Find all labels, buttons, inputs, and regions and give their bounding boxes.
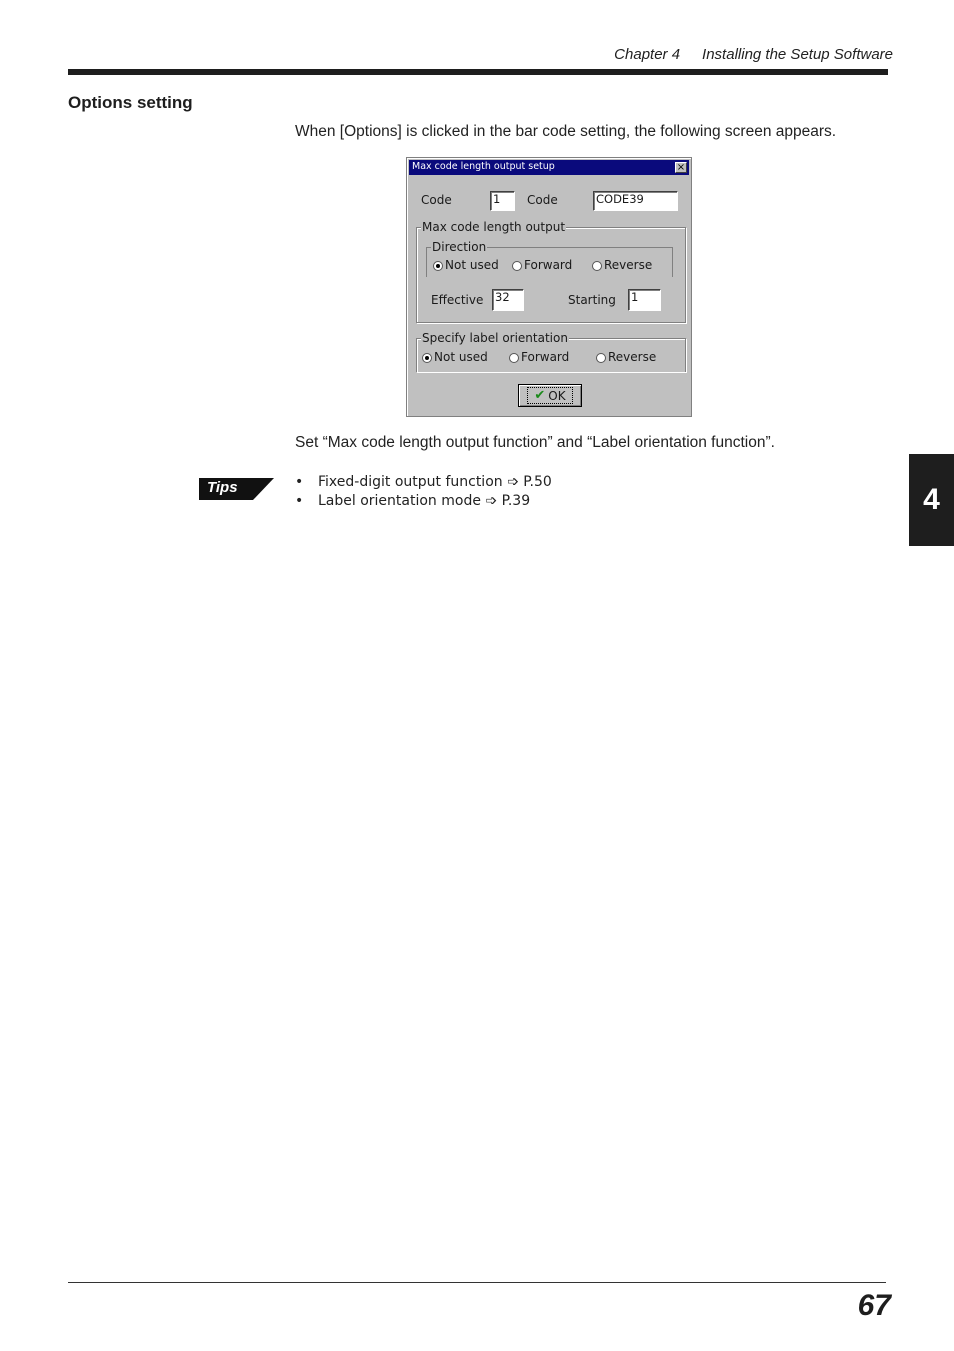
section-title: Options setting	[68, 93, 193, 112]
chapter-side-tab: 4	[909, 454, 954, 546]
radio-icon	[512, 261, 522, 271]
header-rule	[68, 69, 888, 75]
orientation-radio-forward[interactable]: Forward	[509, 350, 569, 364]
effective-field[interactable]: 32	[492, 289, 524, 311]
tip-item: • Fixed-digit output function ➩ P.50	[295, 474, 552, 490]
code-number-field[interactable]: 1	[490, 191, 515, 211]
ok-button-focus	[527, 387, 572, 404]
radio-icon	[592, 261, 602, 271]
instruction-paragraph: Set “Max code length output function” and “Label orientation function”.	[295, 434, 775, 451]
tip-text: Label orientation mode ➩ P.39	[318, 493, 531, 509]
tip-text: Fixed-digit output function ➩ P.50	[318, 474, 552, 490]
close-icon[interactable]: ×	[676, 162, 686, 173]
direction-radio-not-used[interactable]: Not used	[433, 258, 499, 272]
code-name-field[interactable]: CODE39	[593, 191, 678, 211]
direction-legend: Direction	[432, 240, 487, 254]
code-name-label: Code	[527, 193, 558, 207]
orientation-radio-reverse[interactable]: Reverse	[596, 350, 656, 364]
tip-item: • Label orientation mode ➩ P.39	[295, 493, 531, 509]
orientation-radio-not-used[interactable]: Not used	[422, 350, 488, 364]
label-orientation-legend: Specify label orientation	[422, 331, 568, 345]
starting-field[interactable]: 1	[628, 289, 661, 311]
radio-icon	[596, 353, 606, 363]
code-label: Code	[421, 193, 452, 207]
starting-label: Starting	[568, 293, 616, 307]
direction-radio-reverse[interactable]: Reverse	[592, 258, 652, 272]
tips-label: Tips	[207, 479, 238, 496]
direction-radio-forward[interactable]: Forward	[512, 258, 572, 272]
ok-button[interactable]	[518, 384, 582, 407]
footer-rule	[68, 1282, 886, 1283]
radio-selected-icon	[433, 261, 443, 271]
max-code-length-legend: Max code length output	[422, 220, 566, 234]
page-number: 67	[857, 1289, 891, 1322]
ok-label: OK	[548, 388, 566, 403]
radio-icon	[509, 353, 519, 363]
chapter-title: Installing the Setup Software	[702, 46, 893, 63]
dialog-titlebar	[409, 160, 689, 175]
chapter-number: Chapter 4	[614, 46, 681, 63]
effective-label: Effective	[431, 293, 484, 307]
radio-selected-icon	[422, 353, 432, 363]
options-dialog	[406, 157, 692, 417]
dialog-title: Max code length output setup	[412, 161, 555, 172]
running-header	[614, 46, 893, 63]
intro-paragraph: When [Options] is clicked in the bar code setting, the following screen appears.	[295, 123, 837, 140]
checkmark-icon: ✔	[534, 388, 546, 403]
